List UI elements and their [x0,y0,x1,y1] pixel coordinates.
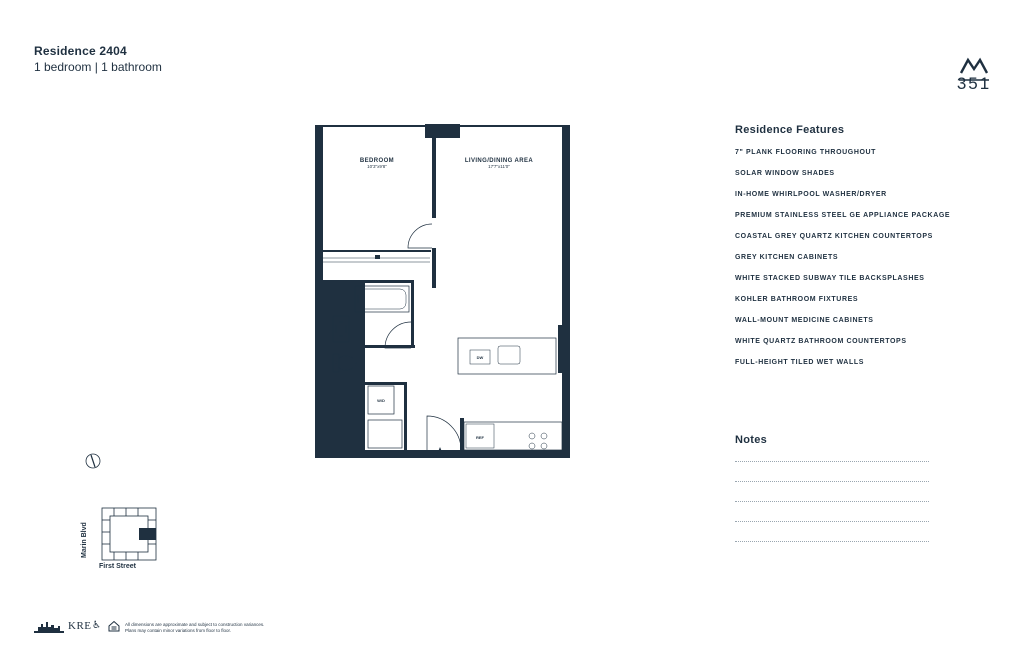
bedroom-label: BEDROOM [359,158,395,164]
feature-item: PREMIUM STAINLESS STEEL GE APPLIANCE PACKAGE [735,212,951,219]
logo-number: 351 [956,74,992,93]
wheelchair-icon: ♿ [92,620,101,631]
skyline-logo-icon [34,619,64,633]
keyplan-icon [100,506,158,562]
washer-dryer-label: W/D [377,398,385,403]
feature-item: COASTAL GREY QUARTZ KITCHEN COUNTERTOPS [735,233,933,240]
note-line [735,541,929,542]
street-label-marin: Marin Blvd [81,522,88,558]
feature-item: WHITE QUARTZ BATHROOM COUNTERTOPS [735,338,907,345]
living-label: LIVING/DINING AREA [464,158,534,164]
feature-item: FULL-HEIGHT TILED WET WALLS [735,359,864,366]
refrigerator-label: REF [476,435,484,440]
feature-item: 7" PLANK FLOORING THROUGHOUT [735,149,877,156]
features-list [735,148,955,379]
note-line [735,481,929,482]
note-line [735,501,929,502]
notes-heading: Notes [735,434,768,446]
bedroom-dimensions: 10'3"x9'8" [367,164,387,169]
feature-item: WALL-MOUNT MEDICINE CABINETS [735,317,874,324]
equal-housing-icon [108,620,120,632]
feature-item: WHITE STACKED SUBWAY TILE BACKSPLASHES [735,275,925,282]
feature-item: KOHLER BATHROOM FIXTURES [735,296,859,303]
footer-disclaimer: All dimensions are approximate and subject to construction variances. Plans may contain minor variations from floor to floor. [125,622,265,633]
feature-item: IN-HOME WHIRLPOOL WASHER/DRYER [735,191,887,198]
note-line [735,461,929,462]
note-line [735,521,929,522]
feature-item: GREY KITCHEN CABINETS [735,254,839,261]
features-heading: Residence Features [735,124,845,136]
street-label-first: First Street [99,563,136,570]
living-dimensions: 17'7"x11'0" [488,164,510,169]
residence-subtitle: 1 bedroom | 1 bathroom [34,60,162,74]
kre-logo: KRE [68,620,92,632]
dishwasher-label: DW [476,355,484,360]
residence-title: Residence 2404 [34,44,127,58]
north-arrow-icon [84,452,102,470]
feature-item: SOLAR WINDOW SHADES [735,170,835,177]
floorplan-drawing [310,120,575,465]
